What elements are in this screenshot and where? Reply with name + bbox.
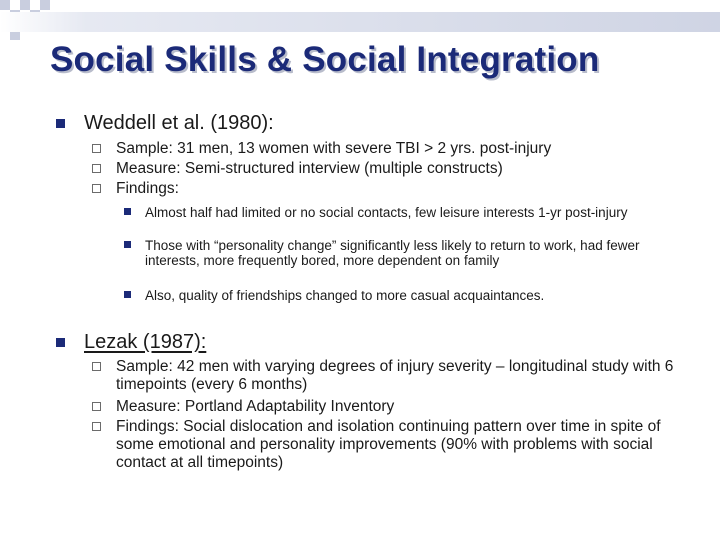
slide-title: Social Skills & Social Integration	[50, 40, 600, 79]
finding-text: Also, quality of friendships changed to more casual acquaintances.	[145, 288, 545, 303]
hollow-square-bullet-icon	[92, 422, 101, 431]
hollow-square-bullet-icon	[92, 362, 101, 371]
square-bullet-icon	[124, 241, 131, 248]
item-text: Measure: Semi-structured interview (multiple constructs)	[116, 160, 503, 177]
item-text: Findings:	[116, 180, 179, 197]
heading-text: Lezak (1987):	[84, 331, 207, 353]
square-bullet-icon	[124, 208, 131, 215]
title-bar-decoration	[0, 12, 720, 32]
square-bullet-icon	[56, 119, 65, 128]
item-text: Sample: 31 men, 13 women with severe TBI > 2 yrs. post-injury	[116, 140, 552, 157]
item-text: Measure: Portland Adaptability Inventory	[116, 398, 395, 415]
item-text: Findings: Social dislocation and isolation continuing pattern over time in spite of some emotional and personality improvements (90% with problems with social contact at all timepoints)	[116, 418, 661, 471]
finding-text: Almost half had limited or no social contacts, few leisure interests 1-yr post-injury	[145, 205, 628, 220]
hollow-square-bullet-icon	[92, 144, 101, 153]
finding-text: Those with “personality change” significantly less likely to return to work, had fewer interests, more frequently bored, more dependent on family	[145, 238, 640, 268]
hollow-square-bullet-icon	[92, 164, 101, 173]
item-text: Sample: 42 men with varying degrees of injury severity – longitudinal study with 6 timepoints (every 6 months)	[116, 358, 674, 393]
hollow-square-bullet-icon	[92, 184, 101, 193]
square-bullet-icon	[124, 291, 131, 298]
hollow-square-bullet-icon	[92, 402, 101, 411]
square-bullet-icon	[56, 338, 65, 347]
heading-text: Weddell et al. (1980):	[84, 112, 274, 134]
